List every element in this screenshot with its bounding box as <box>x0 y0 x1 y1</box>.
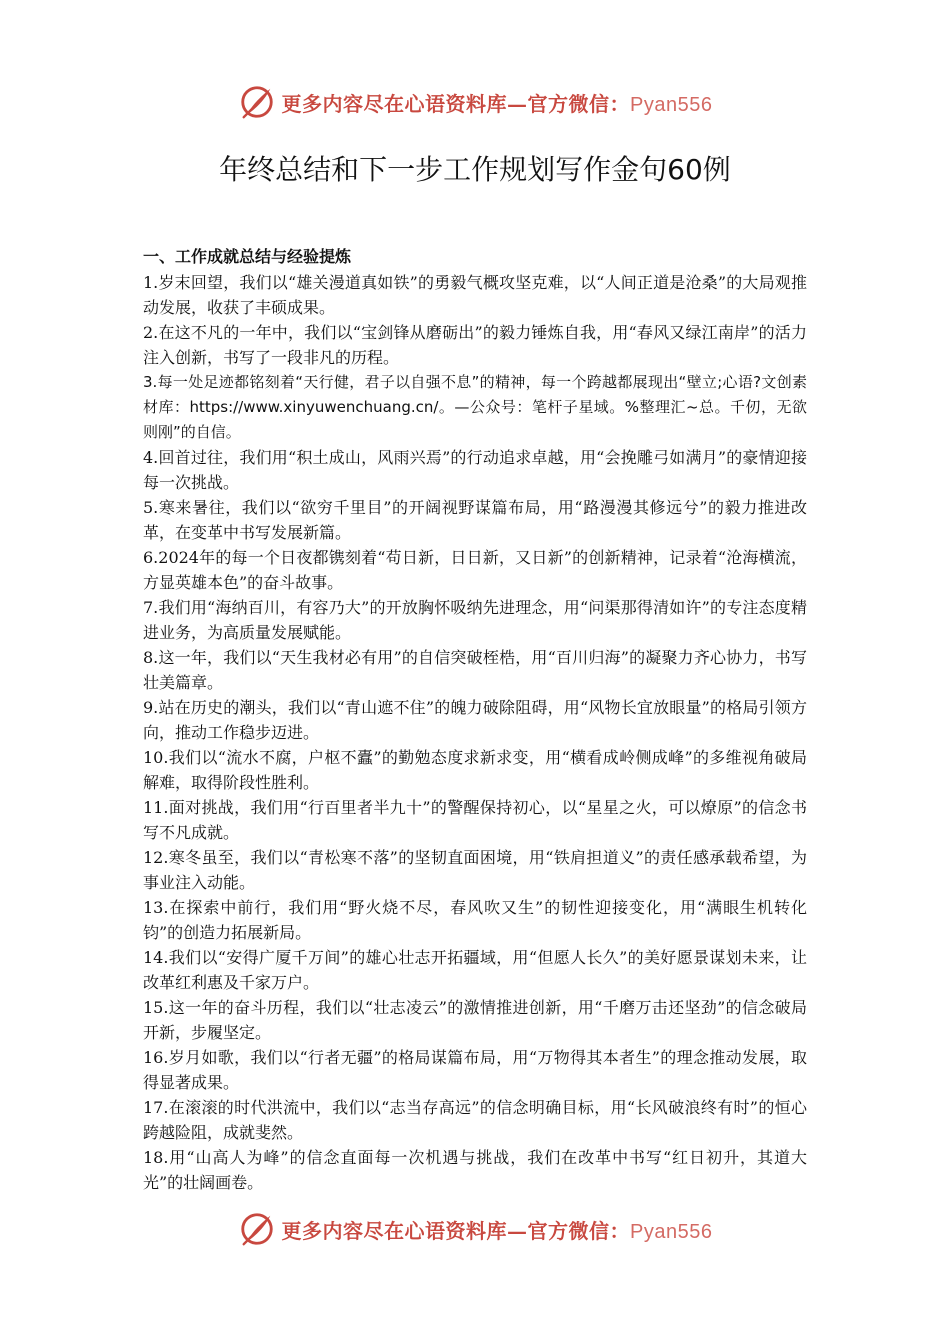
list-item: 17.在滚滚的时代洪流中，我们以“志当存高远”的信念明确目标，用“长风破浪终有时”的恒心跨越险阻，成就斐然。 <box>143 1098 807 1142</box>
list-item: 6.2024年的每一个日夜都镌刻着“苟日新，日日新，又日新”的创新精神，记录着“沧海横流，方显英雄本色”的奋斗故事。 <box>143 548 807 592</box>
header-banner <box>0 82 950 122</box>
document-title: 年终总结和下一步工作规划写作金句60例 <box>219 153 731 186</box>
list-item: 11.面对挑战，我们用“行百里者半九十”的警醒保持初心，以“星星之火，可以燎原”的信念书写不凡成就。 <box>143 798 807 842</box>
feather-pen-logo-icon <box>238 1210 276 1248</box>
list-item: 12.寒冬虽至，我们以“青松寒不落”的坚韧直面困境，用“铁肩担道义”的责任感承载希望，为事业注入动能。 <box>143 848 807 892</box>
list-item: 15.这一年的奋斗历程，我们以“壮志凌云”的激情推进创新，用“千磨万击还坚劲”的信念破局开新，步履坚定。 <box>143 998 807 1042</box>
list-item: 14.我们以“安得广厦千万间”的雄心壮志开拓疆域，用“但愿人长久”的美好愿景谋划未来，让改革红利惠及千家万户。 <box>143 948 807 992</box>
banner-text: 更多内容尽在心语资料库—官方微信：Pyan556 <box>281 91 713 116</box>
list-item: 2.在这不凡的一年中，我们以“宝剑锋从磨砺出”的毅力锤炼自我，用“春风又绿江南岸”的活力注入创新，书写了一段非凡的历程。 <box>143 323 807 367</box>
footer-banner <box>0 1209 950 1249</box>
list-item: 3.每一处足迹都铭刻着“天行健，君子以自强不息”的精神，每一个跨越都展现出“壁立;心语?文创素材库：https://www.xinyuwenchuang.cn/。—公众号：笔杆子星域。%整理汇~总。千仞，无欲则刚”的自信。 <box>143 373 807 441</box>
list-item: 1.岁末回望，我们以“雄关漫道真如铁”的勇毅气概攻坚克难，以“人间正道是沧桑”的大局观推动发展，收获了丰硕成果。 <box>143 273 807 317</box>
list-item: 18.用“山高人为峰”的信念直面每一次机遇与挑战，我们在改革中书写“红日初升，其道大光”的壮阔画卷。 <box>143 1148 807 1192</box>
document-body <box>143 244 807 1195</box>
wechat-id: Pyan556 <box>630 1220 713 1243</box>
banner-text: 更多内容尽在心语资料库—官方微信：Pyan556 <box>281 1218 713 1243</box>
section-heading: 一、工作成就总结与经验提炼 <box>143 247 352 266</box>
list-item: 16.岁月如歌，我们以“行者无疆”的格局谋篇布局，用“万物得其本者生”的理念推动发展，取得显著成果。 <box>143 1048 807 1092</box>
list-item: 5.寒来暑往，我们以“欲穷千里目”的开阔视野谋篇布局，用“路漫漫其修远兮”的毅力推进改革，在变革中书写发展新篇。 <box>143 498 807 542</box>
feather-pen-logo-icon <box>238 83 276 121</box>
list-item: 8.这一年，我们以“天生我材必有用”的自信突破桎梏，用“百川归海”的凝聚力齐心协力，书写壮美篇章。 <box>143 648 807 692</box>
list-item: 13.在探索中前行，我们用“野火烧不尽，春风吹又生”的韧性迎接变化，用“满眼生机转化钧”的创造力拓展新局。 <box>143 898 807 942</box>
list-item: 10.我们以“流水不腐，户枢不蠹”的勤勉态度求新求变，用“横看成岭侧成峰”的多维视角破局解难，取得阶段性胜利。 <box>143 748 807 792</box>
wechat-id: Pyan556 <box>630 93 713 116</box>
list-item: 4.回首过往，我们用“积土成山，风雨兴焉”的行动追求卓越，用“会挽雕弓如满月”的豪情迎接每一次挑战。 <box>143 448 807 492</box>
list-item: 7.我们用“海纳百川，有容乃大”的开放胸怀吸纳先进理念，用“问渠那得清如许”的专注态度精进业务，为高质量发展赋能。 <box>143 598 807 642</box>
list-item: 9.站在历史的潮头，我们以“青山遮不住”的魄力破除阻碍，用“风物长宜放眼量”的格局引领方向，推动工作稳步迈进。 <box>143 698 807 742</box>
